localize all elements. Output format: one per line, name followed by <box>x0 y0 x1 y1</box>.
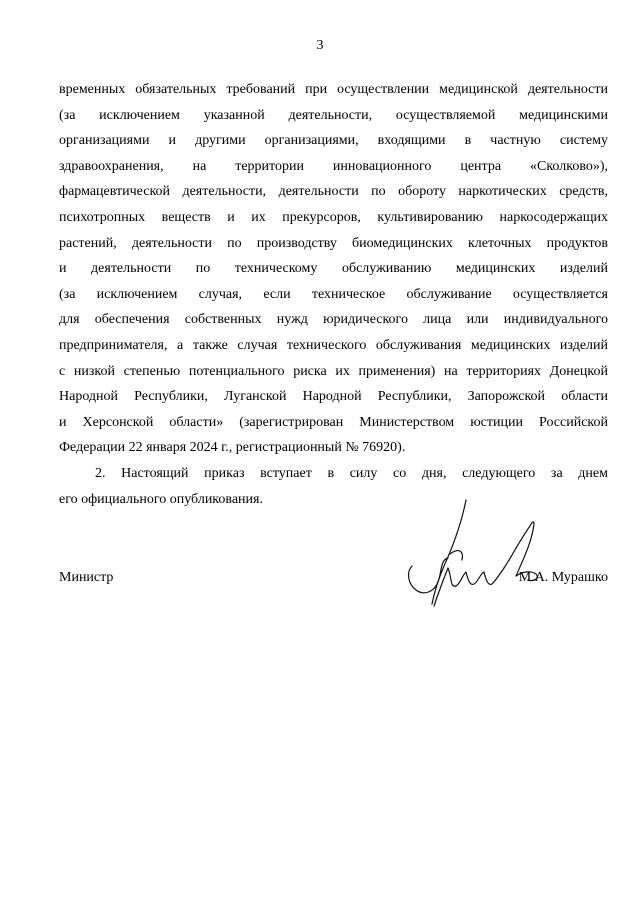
paragraph-2-line-2: его официального опубликования. <box>59 491 263 507</box>
paragraph-1-line-11: предпринимателя, а также случая технического обслуживания медицинских изделий <box>59 337 608 353</box>
paragraph-1-line-5: фармацевтической деятельности, деятельности по обороту наркотических средств, <box>59 184 608 200</box>
paragraph-1-line-2: (за исключением указанной деятельности, осуществляемой медицинскими <box>59 107 608 123</box>
paragraph-1-line-14: и Херсонской области» (зарегистрирован Министерством юстиции Российской <box>59 414 608 430</box>
paragraph-1-line-12: с низкой степенью потенциального риска их применения) на территориях Донецкой <box>59 363 608 379</box>
paragraph-1-line-9: (за исключением случая, если техническое обслуживание осуществляется <box>59 286 608 302</box>
signatory-title: Министр <box>59 570 114 585</box>
paragraph-1-line-4: здравоохранения, на территории инновационного центра «Сколково»), <box>59 158 608 174</box>
paragraph-1-line-8: и деятельности по техническому обслуживанию медицинских изделий <box>59 261 608 277</box>
paragraph-1-line-10: для обеспечения собственных нужд юридического лица или индивидуального <box>59 312 608 328</box>
page-number: 3 <box>316 38 324 53</box>
paragraph-1-line-6: психотропных веществ и их прекурсоров, культивированию наркосодержащих <box>59 209 608 225</box>
document-body <box>59 77 608 512</box>
paragraph-1-line-1: временных обязательных требований при осуществлении медицинской деятельности <box>59 82 608 97</box>
paragraph-1-line-3: организациями и другими организациями, входящими в частную систему <box>59 133 608 149</box>
signatory-name: М.А. Мурашко <box>518 570 608 585</box>
paragraph-2-line-1: 2. Настоящий приказ вступает в силу со дня, следующего за днем <box>95 465 608 481</box>
paragraph-1-line-15: Федерации 22 января 2024 г., регистрационный № 76920). <box>59 440 406 456</box>
paragraph-1-line-13: Народной Республики, Луганской Народной Республики, Запорожской области <box>59 389 608 405</box>
handwritten-signature-icon <box>404 498 554 610</box>
paragraph-1-line-7: растений, деятельности по производству биомедицинских клеточных продуктов <box>59 235 608 251</box>
